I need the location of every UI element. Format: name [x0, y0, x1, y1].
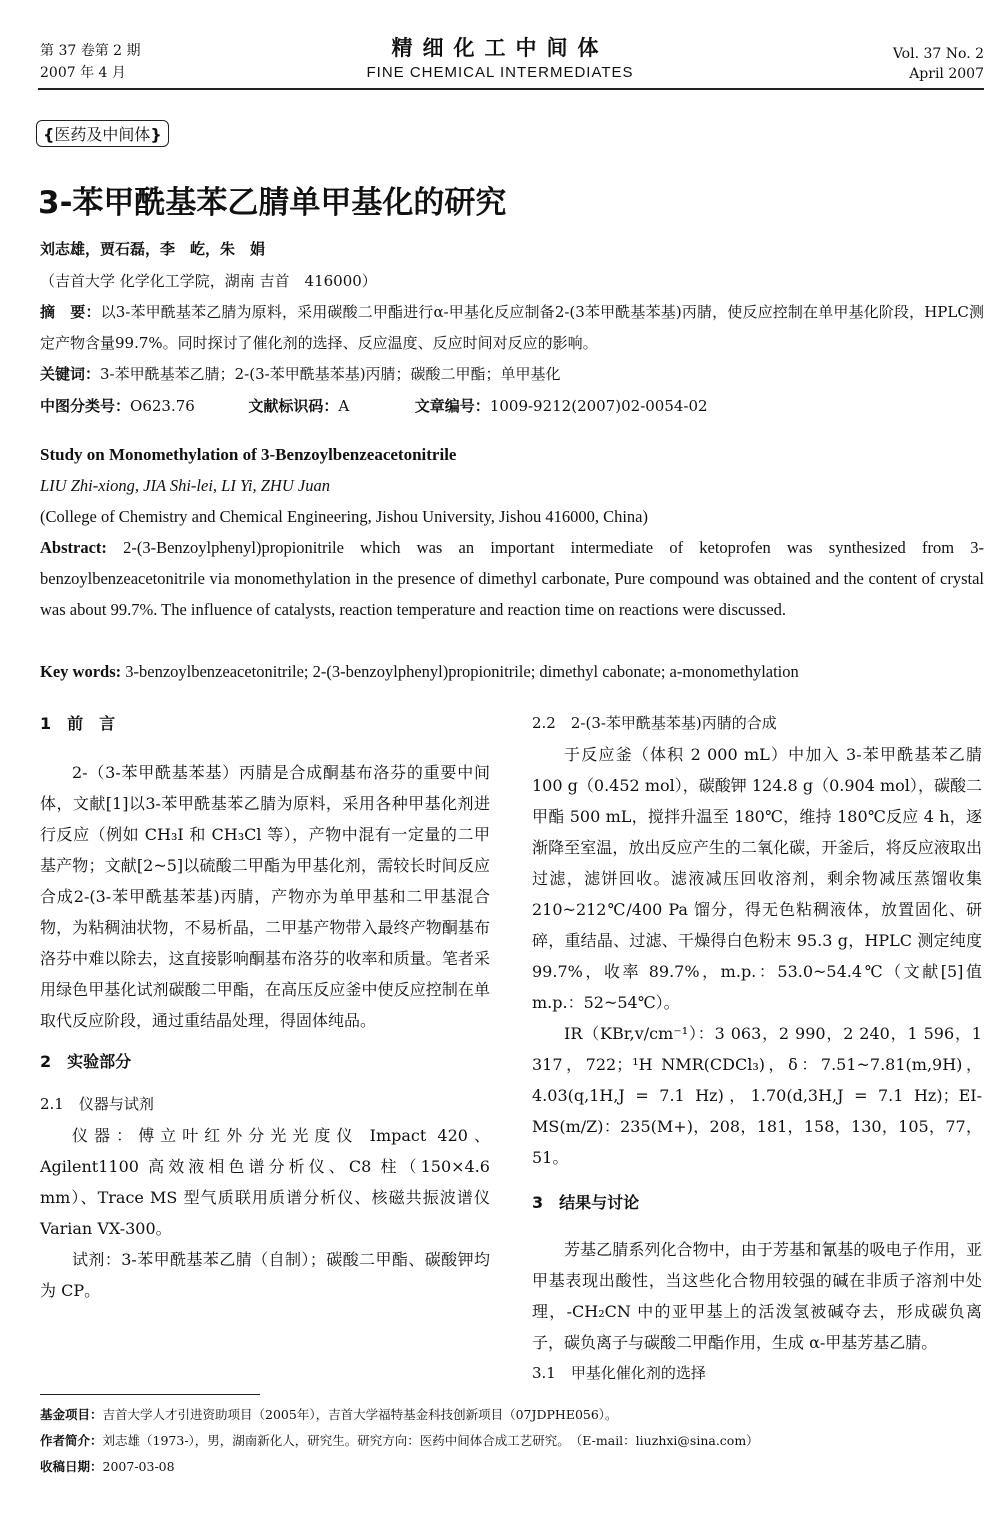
- heading-results: 3 结果与讨论: [532, 1193, 640, 1212]
- synthesis-paragraph: 于反应釜（体积 2 000 mL）中加入 3-苯甲酰基苯乙腈 100 g（0.452 mol），碳酸钾 124.8 g（0.904 mol），碳酸二甲酯 500 mL，搅拌升温至 180℃，维持 180℃反应 4 h，逐渐降至室温，放出反应产生的二氧化碳，开釜后，将反应液取出过滤，滤饼回收。滤液减压回收溶剂，剩余物减压蒸馏收集 210~212℃/400 Pa 馏分，得无色粘稠液体，放置固化、研碎，重结晶、过滤、干燥得白色粉末 95.3 g，HPLC 测定纯度 99.7%，收率 89.7%，m.p.：53.0~54.4℃（文献[5]值 m.p.：52~54℃）。: [532, 745, 982, 1012]
- keywords-en-text: 3-benzoylbenzeacetonitrile; 2-(3-benzoylphenyl)propionitrile; dimethyl cabonate; a-monomethylation: [125, 662, 799, 681]
- keywords-en-label: Key words:: [40, 662, 122, 681]
- journal-name-cn: 精细化工中间体: [391, 36, 609, 60]
- abstract-cn: [40, 297, 984, 359]
- footnote-received: [40, 1454, 984, 1480]
- footnotes: [40, 1402, 984, 1480]
- author-bio-text: 刘志雄（1973-），男，湖南新化人，研究生。研究方向：医药中间体合成工艺研究。 （E-mail：liuzhxi@sina.com）: [102, 1433, 759, 1448]
- article-no-value: 1009-9212(2007)02-0054-02: [489, 397, 708, 415]
- volume-cn: 第 37 卷第 2 期: [40, 43, 141, 59]
- affiliation-cn: （吉首大学 化学化工学院，湖南 吉首 416000）: [40, 272, 377, 290]
- header-rule: [38, 88, 984, 90]
- left-column: [40, 708, 490, 1306]
- classification-line: [40, 391, 984, 422]
- authors-en: LIU Zhi-xiong, JIA Shi-lei, LI Yi, ZHU Juan: [40, 476, 330, 495]
- keywords-cn-label: 关键词：: [40, 365, 101, 383]
- keywords-en: [40, 656, 984, 687]
- right-column: [532, 708, 982, 1389]
- fund-text: 吉首大学人才引进资助项目（2005年），吉首大学福特基金科技创新项目（07JDPHE056）。: [102, 1407, 618, 1422]
- heading-synthesis: 2.2 2-(3-苯甲酰基苯基)丙腈的合成: [532, 714, 777, 732]
- page-title: 3-苯甲酰基苯乙腈单甲基化的研究: [38, 185, 507, 221]
- date-cn: 2007 年 4 月: [40, 65, 126, 81]
- volume-en: Vol. 37 No. 2: [892, 46, 984, 62]
- authors-cn: 刘志雄，贾石磊，李 屹，朱 娟: [40, 240, 266, 258]
- article-no-label: 文章编号：: [414, 397, 490, 415]
- results-paragraph: 芳基乙腈系列化合物中，由于芳基和氰基的吸电子作用，亚甲基表现出酸性，当这些化合物用较强的碱在非质子溶剂中处理，-CH₂CN 中的亚甲基上的活泼氢被碱夺去，形成碳负离子，碳负离子与碳酸二甲酯作用，生成 α-甲基芳基乙腈。: [532, 1240, 982, 1352]
- date-en: April 2007: [909, 66, 984, 82]
- instruments-paragraph: 仪器：傅立叶红外分光光度仪 Impact 420、Agilent1100 高效液相色谱分析仪、C8 柱（150×4.6 mm）、Trace MS 型气质联用质谱分析仪、核磁共振波谱仪 Varian VX-300。: [40, 1126, 490, 1238]
- intro-paragraph: 2-（3-苯甲酰基苯基）丙腈是合成酮基布洛芬的重要中间体，文献[1]以3-苯甲酰基苯乙腈为原料，采用各种甲基化剂进行反应（例如 CH₃I 和 CH₃Cl 等），产物中混有一定量的二甲基产物；文献[2~5]以硫酸二甲酯为甲基化剂，需较长时间反应合成2-(3-苯甲酰基苯基)丙腈，产物亦为单甲基和二甲基混合物，为粘稠油状物，不易析晶，二甲基产物带入最终产物酮基布洛芬中难以除去，这直接影响酮基布洛芬的收率和质量。笔者采用绿色甲基化试剂碳酸二甲酯，在高压反应釜中使反应控制在单取代反应阶段，通过重结晶处理，得固体纯品。: [40, 763, 490, 1030]
- section-tag: {医药及中间体}: [36, 120, 169, 147]
- keywords-cn-text: 3-苯甲酰基苯乙腈；2-(3-苯甲酰基苯基)丙腈；碳酸二甲酯；单甲基化: [100, 365, 561, 383]
- received-label: 收稿日期：: [40, 1459, 103, 1474]
- keywords-cn: [40, 359, 984, 390]
- fund-label: 基金项目：: [40, 1407, 103, 1422]
- clc-value: O623.76: [130, 397, 195, 415]
- doc-code-label: 文献标识码：: [248, 397, 339, 415]
- footnote-rule: [40, 1394, 260, 1395]
- reagents-paragraph: 试剂：3-苯甲酰基苯乙腈（自制）；碳酸二甲酯、碳酸钾均为 CP。: [40, 1250, 490, 1300]
- abstract-en-label: Abstract:: [40, 538, 107, 557]
- journal-name: [0, 32, 1000, 81]
- abstract-cn-label: 摘 要：: [40, 303, 101, 321]
- doc-code-value: A: [338, 397, 350, 415]
- received-date: 2007-03-08: [102, 1459, 175, 1474]
- affiliation-en: (College of Chemistry and Chemical Engineering, Jishou University, Jishou 416000, China): [40, 507, 648, 526]
- clc-label: 中图分类号：: [40, 397, 131, 415]
- abstract-cn-text: 以3-苯甲酰基苯乙腈为原料，采用碳酸二甲酯进行α-甲基化反应制备2-(3苯甲酰基苯基)丙腈，使反应控制在单甲基化阶段，HPLC测定产物含量99.7%。同时探讨了催化剂的选择、反应温度、反应时间对反应的影响。: [40, 303, 984, 352]
- author-bio-label: 作者简介：: [40, 1433, 103, 1448]
- spectra-paragraph: IR（KBr,v/cm⁻¹）：3 063，2 990，2 240，1 596，1 317，722；¹H NMR(CDCl₃)，δ：7.51~7.81(m,9H)，4.03(q,1H,J = 7.1 Hz)，1.70(d,3H,J = 7.1 Hz)；EI-MS(m/Z)：235(M+)，208，181，158，130，105，77，51。: [532, 1024, 982, 1167]
- title-en: Study on Monomethylation of 3-Benzoylbenzeacetonitrile: [40, 445, 457, 464]
- footnote-author: [40, 1428, 984, 1454]
- heading-experimental: 2 实验部分: [40, 1052, 132, 1071]
- footnote-fund: [40, 1402, 984, 1428]
- abstract-en: [40, 532, 984, 625]
- section-tag-label: 医药及中间体: [54, 125, 151, 144]
- abstract-en-text: 2-(3-Benzoylphenyl)propionitrile which was an important intermediate of ketoprofen was synthesized from 3-benzoylbenzeacetonitrile via monomethylation in the presence of dimethyl carbonate, Pure compound was obtained and the content of crystal was about 99.7%. The influence of catalysts, reaction temperature and reaction time on reactions were discussed.: [40, 538, 984, 619]
- heading-catalyst: 3.1 甲基化催化剂的选择: [532, 1364, 706, 1382]
- heading-instruments: 2.1 仪器与试剂: [40, 1095, 154, 1113]
- issue-info-en: [893, 44, 984, 84]
- heading-introduction: 1 前 言: [40, 714, 116, 733]
- journal-name-en: FINE CHEMICAL INTERMEDIATES: [366, 64, 634, 81]
